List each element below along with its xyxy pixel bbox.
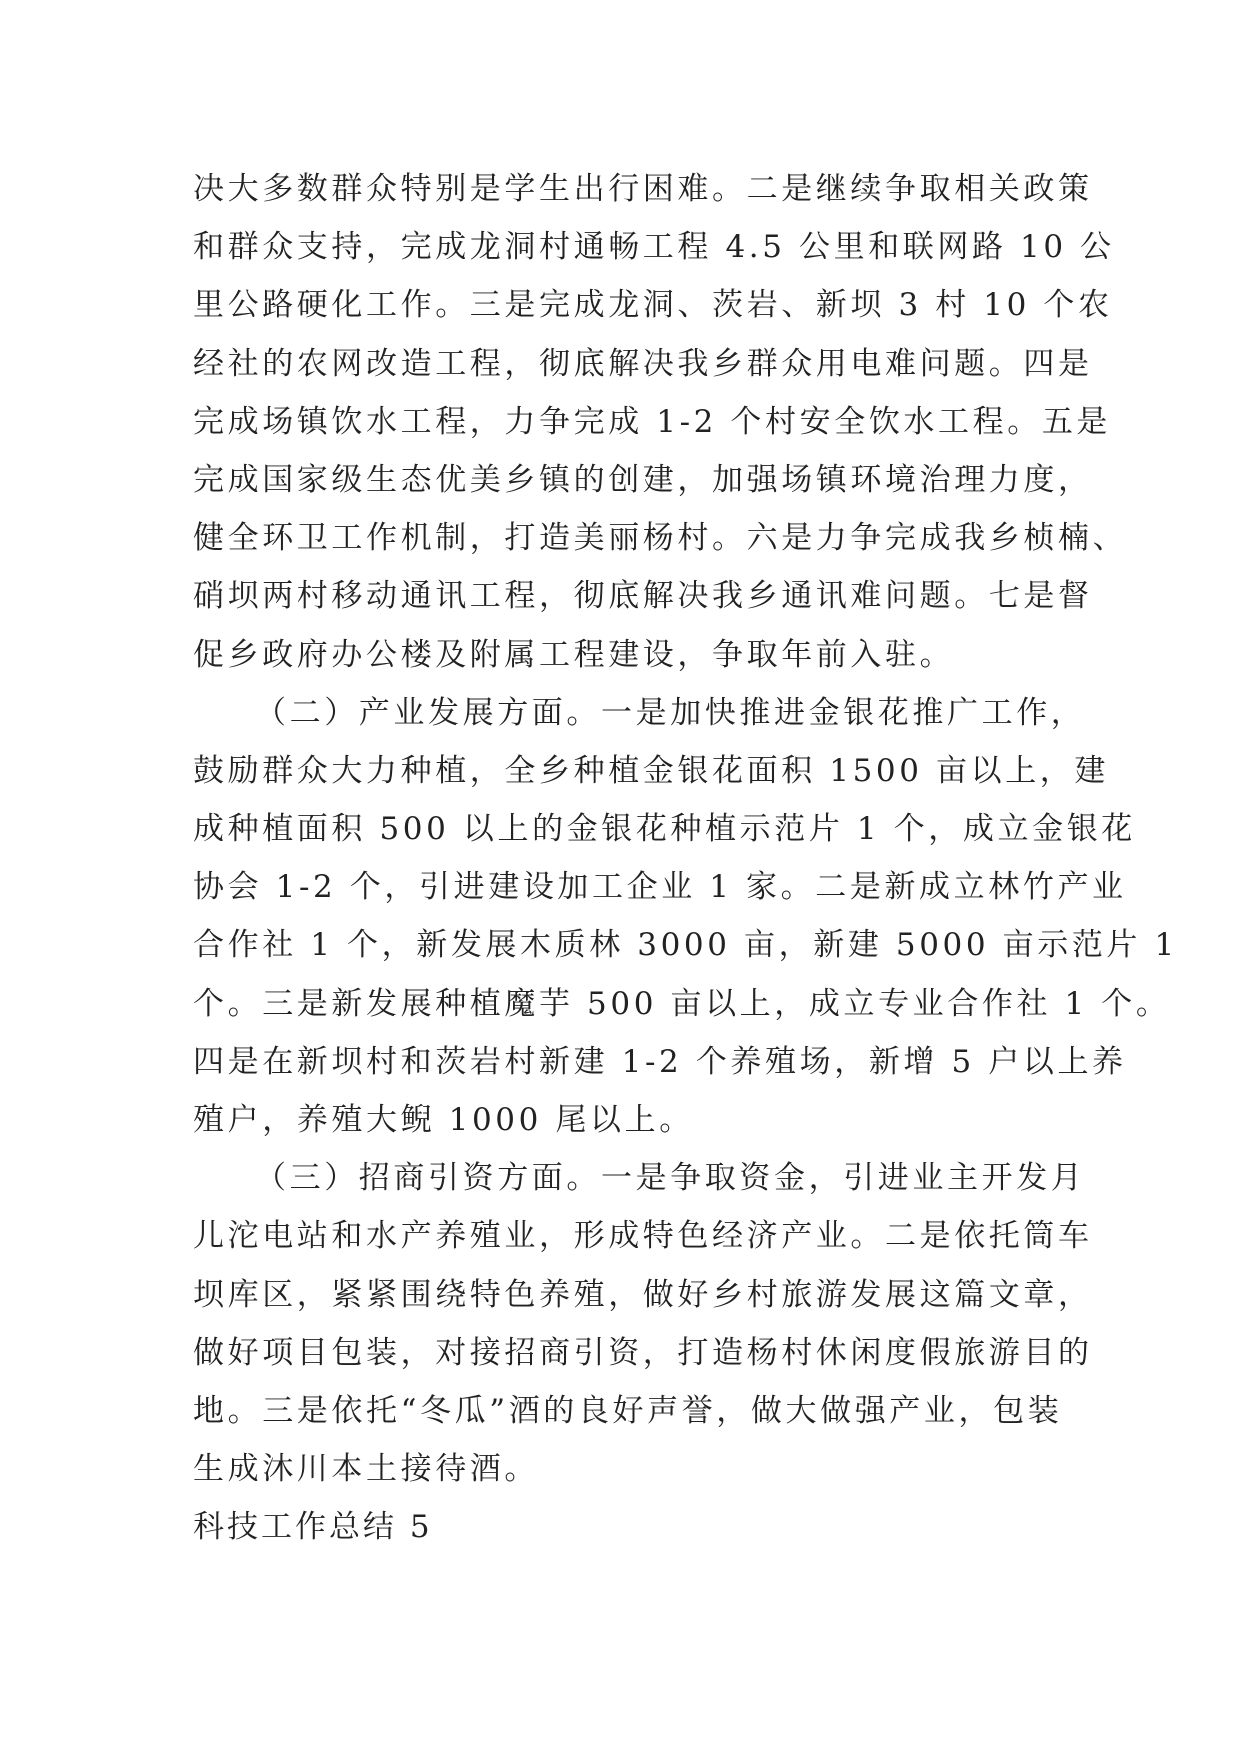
text-line: 四是在新坝村和茨岩村新建 1-2 个养殖场，新增 5 户以上养 [193,1043,1127,1080]
text-line: 协会 1-2 个，引进建设加工企业 1 家。二是新成立林竹产业 [193,869,1127,906]
section-heading: 科技工作总结 5 [193,1509,433,1546]
text-line: 做好项目包装，对接招商引资，打造杨村休闲度假旅游目的 [193,1334,1093,1371]
text-line: 地。三是依托“冬瓜”酒的良好声誉，做大做强产业，包装 [193,1392,1063,1429]
text-line: 和群众支持，完成龙洞村通畅工程 4.5 公里和联网路 10 公 [193,229,1115,266]
text-line: 决大多数群众特别是学生出行困难。二是继续争取相关政策 [193,171,1093,207]
paragraph-start-line: （二）产业发展方面。一是加快推进金银花推广工作， [255,694,1086,731]
text-line: 个。三是新发展种植魔芋 500 亩以上，成立专业合作社 1 个。 [193,985,1171,1022]
text-line: 鼓励群众大力种植，全乡种植金银花面积 1500 亩以上，建 [193,752,1109,789]
text-line: 儿沱电站和水产养殖业，形成特色经济产业。二是依托筒车 [193,1218,1093,1255]
text-line: 成种植面积 500 以上的金银花种植示范片 1 个，成立金银花 [193,811,1136,848]
text-line: 殖户，养殖大鲵 1000 尾以上。 [193,1102,694,1138]
text-line: 经社的农网改造工程，彻底解决我乡群众用电难问题。四是 [193,345,1093,382]
text-line: 促乡政府办公楼及附属工程建设，争取年前入驻。 [193,636,955,673]
document-body [193,160,1178,1557]
text-line: 完成国家级生态优美乡镇的创建，加强场镇环境治理力度， [193,461,1093,498]
text-line: 完成场镇饮水工程，力争完成 1-2 个村安全饮水工程。五是 [193,403,1112,440]
text-line: 健全环卫工作机制，打造美丽杨村。六是力争完成我乡桢楠、 [193,520,1128,557]
paragraph-start-line: （三）招商引资方面。一是争取资金，引进业主开发月 [255,1160,1086,1197]
text-line: 坝库区，紧紧围绕特色养殖，做好乡村旅游发展这篇文章， [193,1276,1093,1313]
text-line: 里公路硬化工作。三是完成龙洞、茨岩、新坝 3 村 10 个农 [193,287,1113,324]
text-line: 生成沐川本土接待酒。 [193,1451,539,1488]
text-line: 硝坝两村移动通讯工程，彻底解决我乡通讯难问题。七是督 [193,578,1093,615]
text-line: 合作社 1 个，新发展木质林 3000 亩，新建 5000 亩示范片 1 [193,927,1178,964]
